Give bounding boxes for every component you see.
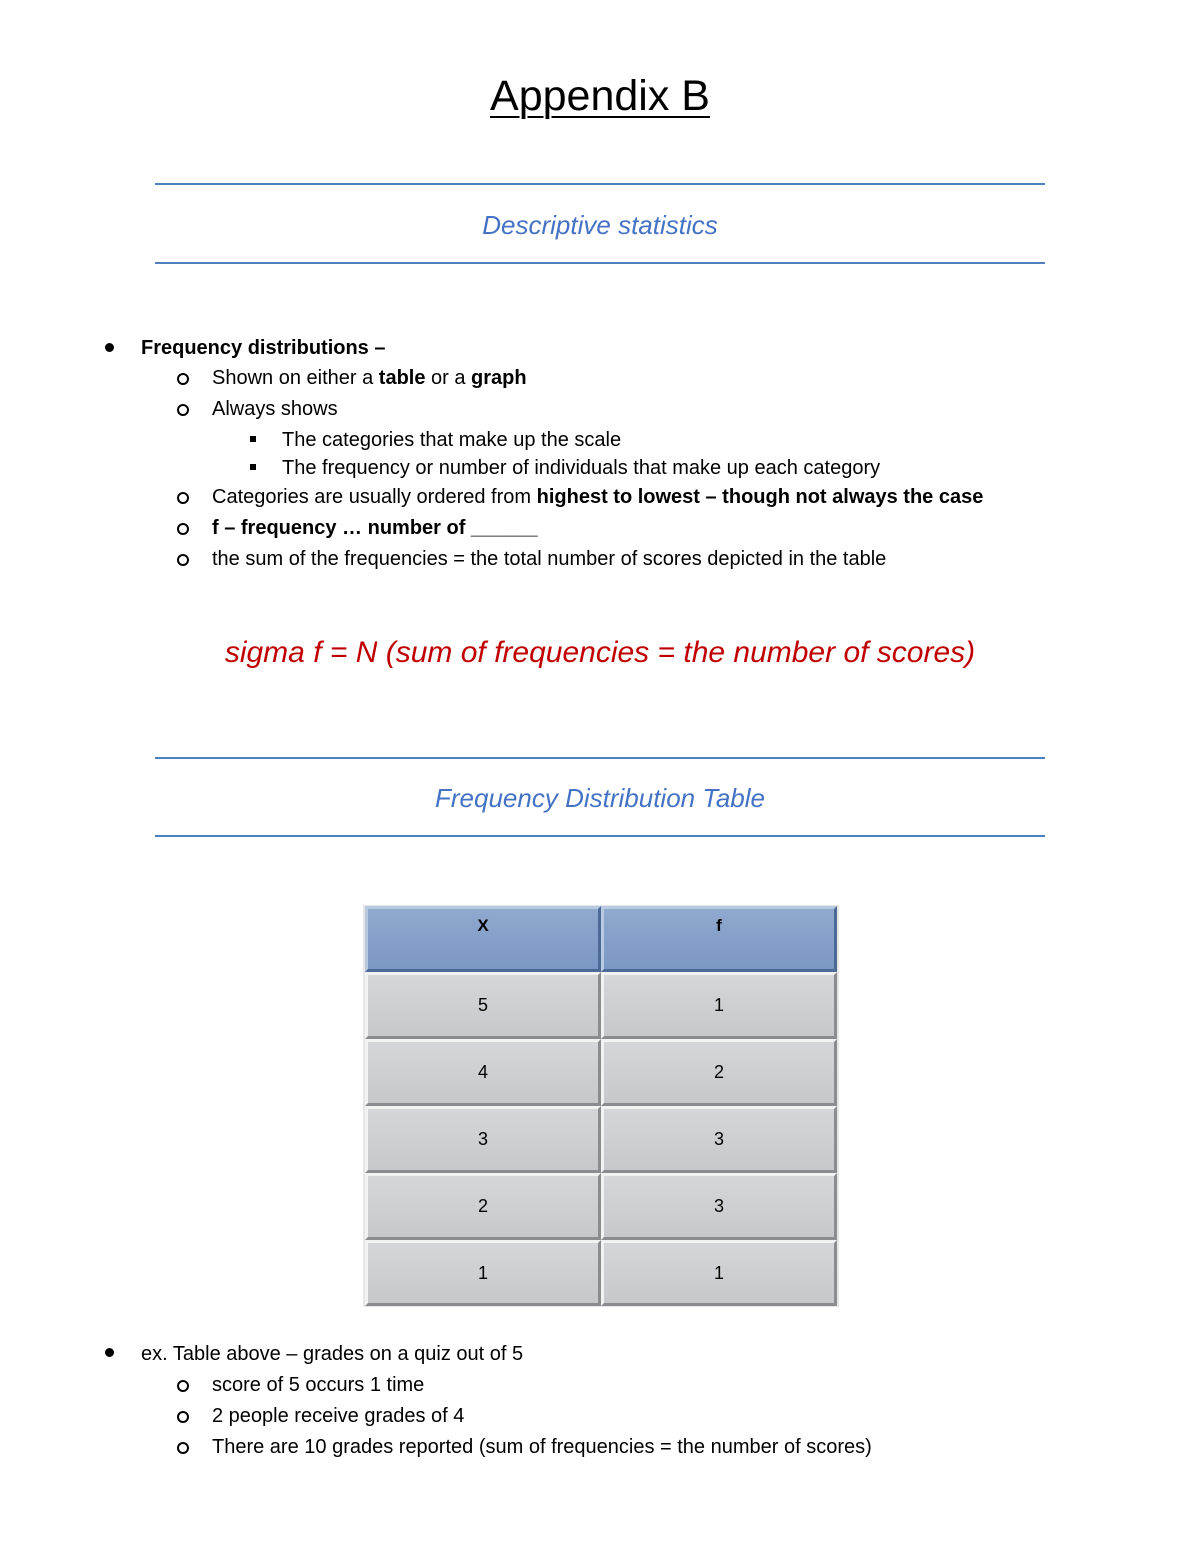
list-item: the sum of the frequencies = the total number of scores depicted in the table — [212, 548, 887, 570]
sigma-formula: sigma f = N (sum of frequencies = the number of scores) — [224, 636, 976, 669]
bullet-circle — [177, 492, 189, 504]
list-item: Categories are usually ordered from highest to lowest – though not always the case — [212, 486, 984, 508]
section-rule-top — [155, 183, 1045, 185]
list-item: f – frequency … number of ______ — [212, 517, 538, 539]
bullet-circle — [177, 1411, 189, 1423]
list-item: 2 people receive grades of 4 — [212, 1405, 465, 1427]
table-cell-x: 1 — [365, 1240, 601, 1306]
bullet-circle — [177, 554, 189, 566]
table-cell-x: 5 — [365, 972, 601, 1039]
table-cell-f: 1 — [601, 1240, 837, 1306]
section-rule-bottom — [155, 262, 1045, 264]
bullet-disc — [105, 343, 114, 352]
list-item: There are 10 grades reported (sum of frequencies = the number of scores) — [212, 1436, 872, 1458]
section-rule-top — [155, 757, 1045, 759]
bullet-circle — [177, 1442, 189, 1454]
table-cell-x: 3 — [365, 1106, 601, 1173]
list-heading-frequency: Frequency distributions – — [141, 337, 386, 359]
table-cell-f: 2 — [601, 1039, 837, 1106]
bullet-disc — [105, 1348, 114, 1357]
section-heading-descriptive: Descriptive statistics — [482, 210, 718, 240]
frequency-table — [363, 905, 839, 1307]
table-header-x: X — [365, 906, 601, 972]
table-cell-x: 2 — [365, 1173, 601, 1240]
bullet-square — [250, 464, 256, 470]
bullet-circle — [177, 373, 189, 385]
table-cell-x: 4 — [365, 1039, 601, 1106]
table-cell-f: 1 — [601, 972, 837, 1039]
table-header-f: f — [601, 906, 837, 972]
bullet-square — [250, 436, 256, 442]
table-cell-f: 3 — [601, 1106, 837, 1173]
bullet-circle — [177, 1380, 189, 1392]
list-subitem: The frequency or number of individuals that make up each category — [282, 457, 881, 479]
list-subitem: The categories that make up the scale — [282, 429, 622, 451]
bullet-circle — [177, 404, 189, 416]
section-rule-bottom — [155, 835, 1045, 837]
bullet-circle — [177, 523, 189, 535]
list-item: Always shows — [212, 398, 338, 420]
list-item: Shown on either a table or a graph — [212, 367, 527, 389]
section-heading-table: Frequency Distribution Table — [435, 783, 765, 813]
page-title: Appendix B — [490, 72, 710, 120]
list-heading-example: ex. Table above – grades on a quiz out of 5 — [141, 1343, 524, 1365]
table-cell-f: 3 — [601, 1173, 837, 1240]
list-item: score of 5 occurs 1 time — [212, 1374, 425, 1396]
